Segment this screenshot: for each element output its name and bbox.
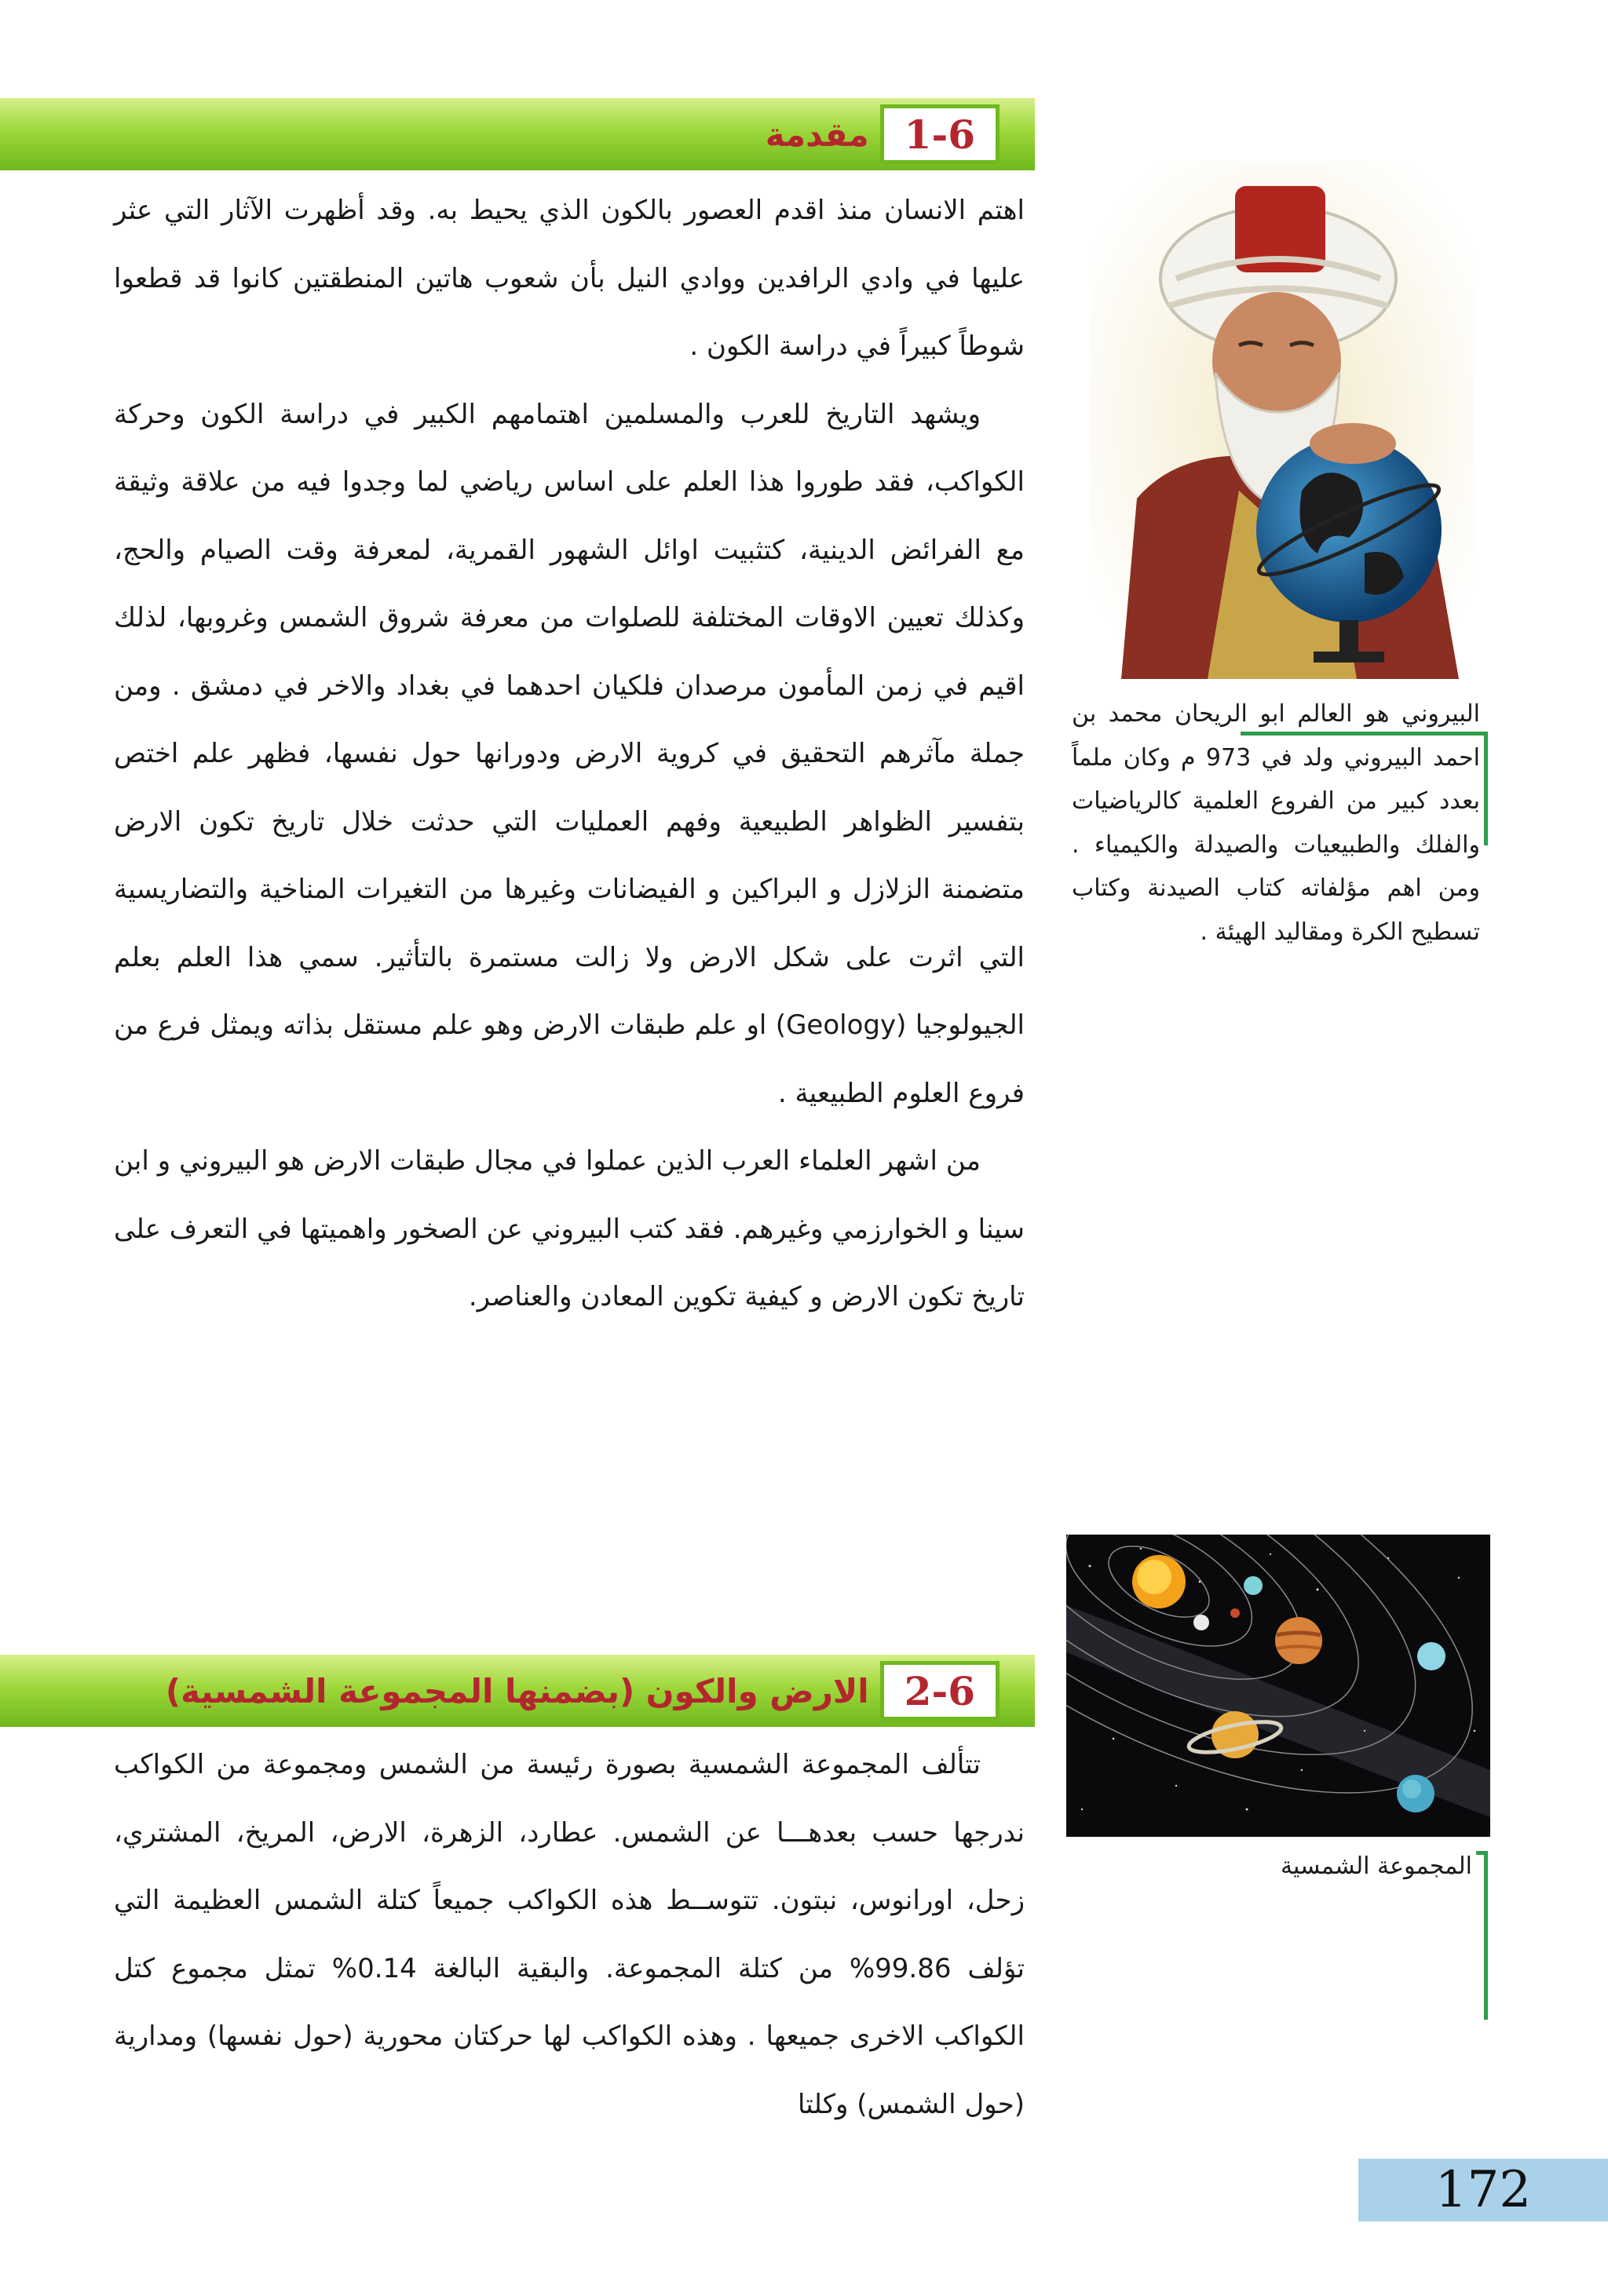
- section2-body: [114, 1731, 1025, 2138]
- section1-paragraph: اهتم الانسان منذ اقدم العصور بالكون الذي يحيط به. وقد أظهرت الآثار التي عثر عليها في وادي الرافدين ووادي النيل بأن شعوب هاتين المنطقتين كانوا قد قطعوا شوطاً كبيراً في دراسة الكون .: [114, 195, 1025, 362]
- section1-paragraph: ويشهد التاريخ للعرب والمسلمين اهتمامهم الكبير في دراسة الكون وحركة الكواكب، فقد طوروا هذا العلم على اساس رياضي لما وجدوا فيه من علاقة وثيقة مع الفرائض الدينية، كتثبيت اوائل الشهور القمرية، لمعرفة وقت الصيام والحج، وكذلك تعيين الاوقات المختلفة للصلوات من معرفة شروق الشمس وغروبها، لذلك اقيم في زمن المأمون مرصدان فلكيان احدهما في بغداد والاخر في دمشق . ومن جملة مآثرهم التحقيق في كروية الارض ودورانها حول نفسها، فظهر علم اختص بتفسير الظواهر الطبيعية وفهم العمليات التي حدثت خلال تاريخ تكون الارض متضمنة الزلازل و البراكين و الفيضانات وغيرها من التغيرات المناخية والتضاريسية التي اثرت على شكل الارض ولا زالت مستمرة بالتأثير. سمي هذا العلم بعلم الجيولوجيا (Geology) او علم طبقات الارض وهو علم مستقل بذاته ويمثل فرع من فروع العلوم الطبيعية .: [114, 398, 1025, 1109]
- solar-system-image: [1066, 1535, 1490, 1837]
- solar-system-illustration: [1066, 1535, 1490, 1837]
- section1-body: [114, 177, 1025, 1331]
- section2-header: [166, 1655, 1000, 1727]
- page-number: 172: [1434, 2161, 1532, 2219]
- section2-paragraph: تتألف المجموعة الشمسية بصورة رئيسة من الشمس ومجموعة من الكواكب ندرجها حسب بعدهـــا عن الشمس. عطارد، الزهرة، الارض، المريخ، المشتري، زحل، اورانوس، نبتون. تتوســط هذه الكواكب جميعاً كتلة الشمس العظيمة التي تؤلف 99.86% من كتلة المجموعة. والبقية البالغة 0.14% تمثل مجموع كتل الكواكب الاخرى جميعها . وهذه الكواكب لها حركتان محورية (حول نفسها) ومدارية (حول الشمس) وكلتا: [114, 1749, 1025, 2120]
- section1-number: 1-6: [880, 104, 1000, 164]
- biruni-portrait-illustration: [1090, 161, 1475, 679]
- section1-paragraph: من اشهر العلماء العرب الذين عملوا في مجال طبقات الارض هو البيروني و ابن سينا و الخوارزمي وغيرهم. فقد كتب البيروني عن الصخور واهميتها في التعرف على تاريخ تكون الارض و كيفية تكوين المعادن والعناصر.: [114, 1145, 1025, 1312]
- solar-caption-bracket: [1476, 1851, 1488, 2020]
- section2-title: الارض والكون (بضمنها المجموعة الشمسية): [165, 1671, 869, 1710]
- biruni-portrait-image: [1090, 161, 1475, 679]
- portrait-caption: البيروني هو العالم ابو الريحان محمد بن احمد البيروني ولد في 973 م وكان ملماً بعدد كبير من الفروع العلمية كالرياضيات والفلك والطبيعيات والصيدلة والكيمياء . ومن اهم مؤلفاته كتاب الصيدنة وكتاب تسطيح الكرة ومقاليد الهيئة .: [1072, 700, 1481, 946]
- section1-title: مقدمة: [765, 115, 869, 154]
- section1-header: [766, 98, 1000, 170]
- section2-number: 2-6: [880, 1661, 1000, 1721]
- solar-caption: المجموعة الشمسية: [1280, 1852, 1472, 1880]
- page-number-box: [1358, 2159, 1608, 2221]
